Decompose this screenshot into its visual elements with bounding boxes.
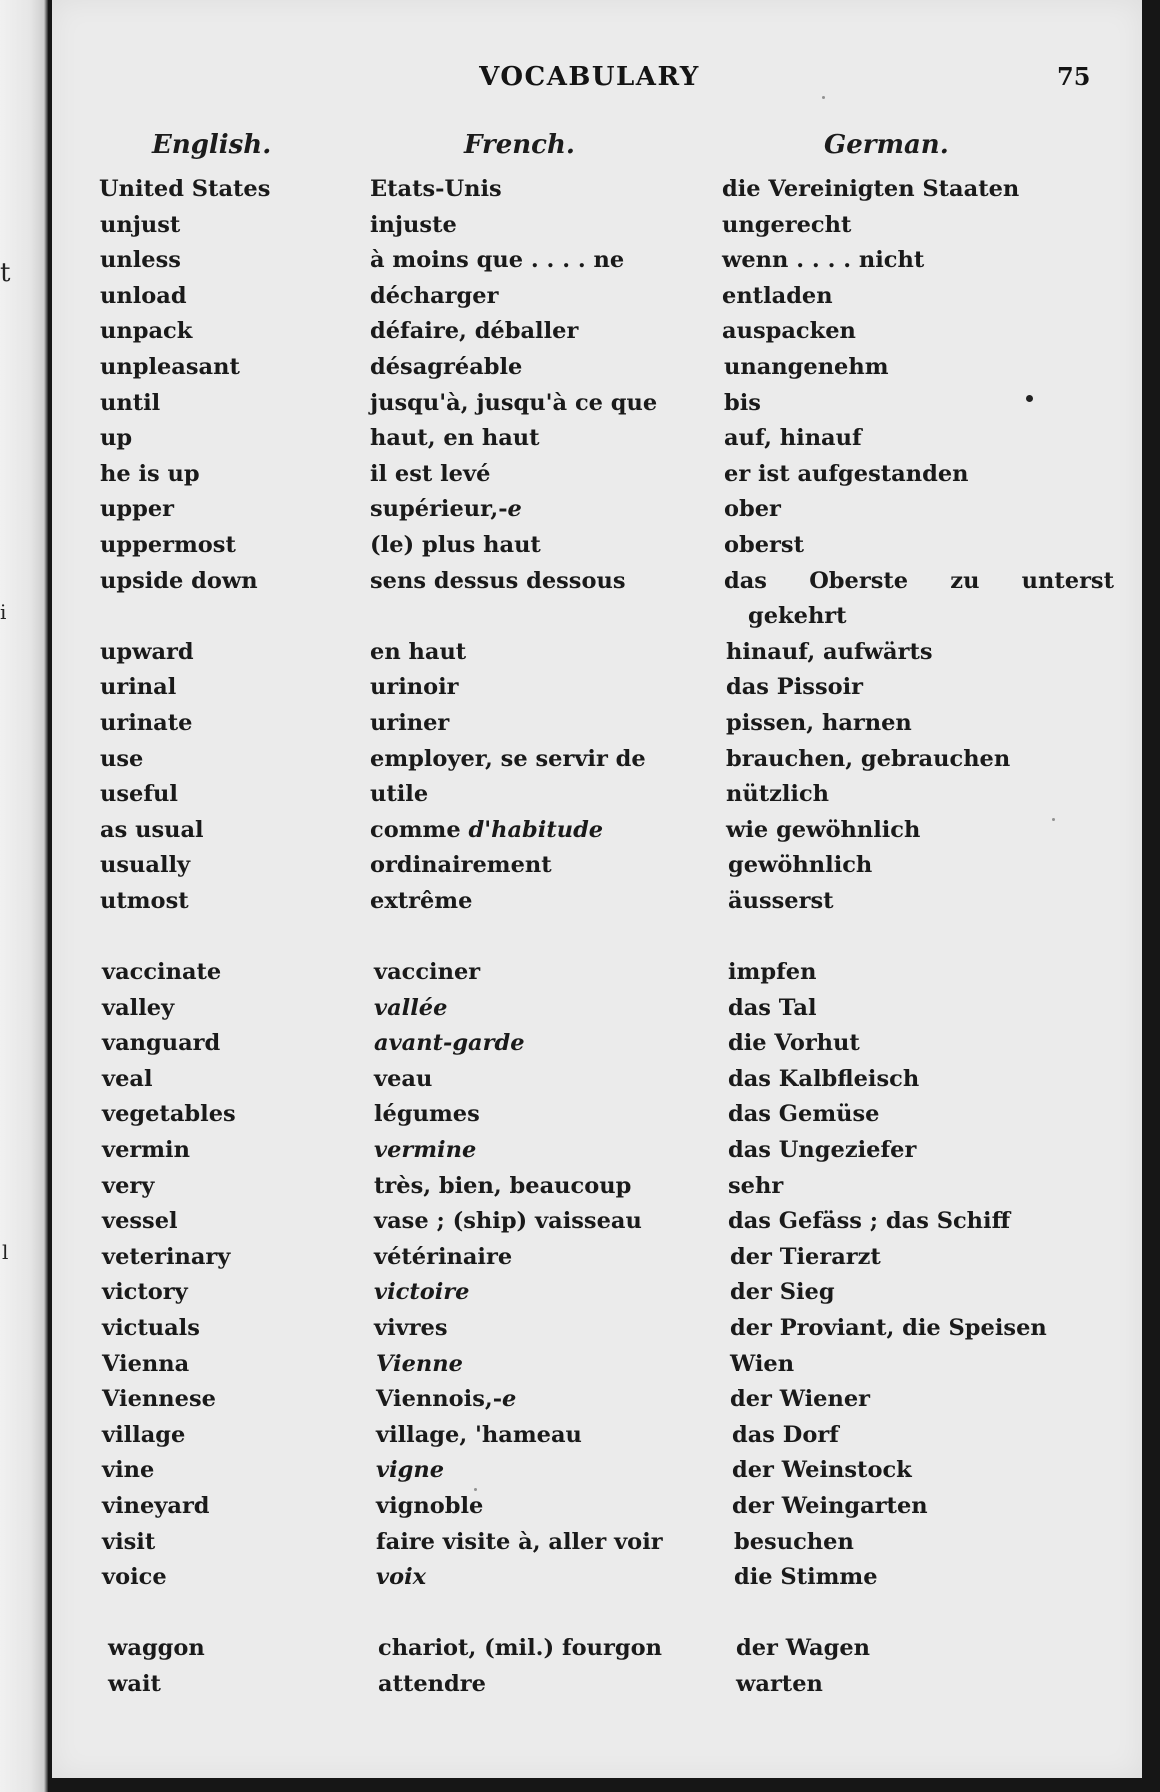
vocabulary-entry [52,1133,1142,1169]
german-term: der Weingarten [732,1492,928,1519]
german-term: sehr [728,1172,784,1199]
french-term: voix [376,1564,427,1591]
french-term: vétérinaire [374,1243,513,1270]
vocabulary-entry [52,1453,1142,1489]
french-term: vacciner [374,959,481,986]
vocabulary-entry [52,1097,1142,1133]
french-term: vase ; (ship) vaisseau [374,1208,642,1235]
vocabulary-entry [52,492,1142,528]
german-term: die Vereinigten Staaten [722,176,1020,202]
french-term: faire visite à, aller voir [376,1528,663,1555]
running-head [52,58,1142,98]
french-term: chariot, (mil.) fourgon [378,1635,662,1662]
feminine-ending: e [507,496,522,523]
vocabulary-entry [52,670,1142,706]
english-term: he is up [100,460,200,487]
vocabulary-entry [52,742,1142,778]
french-term: urinoir [370,674,459,701]
french-term: injuste [370,211,457,238]
english-term: vessel [102,1208,178,1235]
french-term: très, bien, beaucoup [374,1172,632,1199]
english-term: victory [102,1279,188,1306]
vocabulary-entry [52,1240,1142,1276]
french-term-main: Viennois,- [376,1386,503,1413]
english-term: vineyard [102,1492,210,1519]
vocabulary-entry [52,1347,1142,1383]
german-term: wenn . . . . nicht [722,247,925,274]
english-term: valley [102,994,175,1021]
vocabulary-entry [52,350,1142,386]
french-term [376,1382,706,1418]
german-term: der Weinstock [732,1457,912,1484]
english-term: as usual [100,816,204,843]
german-term-line1: das Oberste zu unterst [724,567,1114,594]
vocabulary-entry [52,1667,1142,1703]
english-term: voice [102,1564,167,1591]
vocabulary-entry [52,884,1142,920]
english-term: vegetables [102,1101,236,1128]
vocabulary-entry [52,421,1142,457]
french-term: village, 'hameau [376,1421,582,1448]
vocabulary-entry [52,564,1142,635]
french-term: vivres [374,1315,448,1341]
french-term: à moins que . . . . ne [370,247,625,274]
french-term: vermine [374,1137,477,1164]
french-term: défaire, déballer [370,318,579,345]
german-term: das Gemüse [728,1101,880,1128]
english-term: waggon [108,1635,205,1662]
vocabulary-entry [52,243,1142,279]
vocabulary-entry [52,172,1142,208]
english-term: use [100,745,144,772]
english-term: utmost [100,887,189,914]
german-term: hinauf, aufwärts [726,638,933,665]
french-term: vallée [374,994,448,1021]
english-term: United States [99,176,271,202]
german-term: pissen, harnen [726,709,912,736]
french-term [370,492,700,528]
french-term: employer, se servir de [370,745,646,772]
ink-speck [1052,818,1055,821]
german-term: das Tal [728,994,817,1021]
french-term [370,813,700,849]
german-term: nützlich [726,781,830,808]
french-term-italic: d'habitude [468,816,604,843]
german-term: besuchen [734,1528,854,1555]
vocabulary-entry [52,386,1142,422]
german-term: auspacken [722,318,856,345]
vocabulary-entry [52,1525,1142,1561]
vocabulary-entry [52,1204,1142,1240]
english-term: upper [100,496,174,523]
vocabulary-entry [52,1489,1142,1525]
french-term: avant-garde [374,1030,525,1057]
german-term: brauchen, gebrauchen [726,745,1011,772]
english-term: Viennese [102,1386,216,1413]
german-term: Wien [730,1350,795,1377]
english-term: vanguard [102,1030,221,1057]
english-term: wait [108,1670,161,1697]
german-term: unangenehm [724,353,889,380]
english-term: veterinary [102,1243,231,1270]
english-term: very [102,1172,155,1199]
english-term: village [102,1421,186,1448]
vocabulary-entry [52,635,1142,671]
vocabulary-entry [52,208,1142,244]
english-term: useful [100,781,178,808]
french-term: Vienne [376,1350,463,1377]
vocabulary-entry [52,1169,1142,1205]
vocabulary-entry [52,955,1142,991]
french-term-main: comme [370,816,469,843]
french-term: décharger [370,282,499,309]
german-term-line2: gekehrt [748,603,847,630]
german-term: die Vorhut [728,1030,860,1057]
vocabulary-entry [52,991,1142,1027]
german-term: warten [736,1670,823,1697]
vocabulary-entry [52,1560,1142,1596]
vocabulary-entry [52,314,1142,350]
german-term: gewöhnlich [728,852,873,879]
english-term: visit [102,1528,156,1555]
english-term: usually [100,852,191,879]
french-term: uriner [370,709,450,736]
page-title: VOCABULARY [479,62,700,92]
vocabulary-entry [52,528,1142,564]
german-term: äusserst [728,887,834,914]
english-term: until [100,389,161,416]
english-term: unjust [100,211,181,238]
vocabulary-entry [52,813,1142,849]
french-term: désagréable [370,353,523,380]
english-term: up [100,425,133,452]
ink-speck [474,1488,477,1491]
german-term: der Proviant, die Speisen [730,1315,1047,1341]
french-term: Etats-Unis [370,176,502,202]
english-term: urinate [100,709,193,736]
english-term: upward [100,638,194,665]
vocabulary-entry [52,1311,1142,1347]
english-term: vine [102,1457,155,1484]
english-term: unless [100,247,181,274]
vocabulary-entry [52,706,1142,742]
french-term: haut, en haut [370,425,540,452]
edge-fragment: l [2,1240,9,1264]
german-term: ungerecht [722,211,852,238]
vocabulary-entry [52,1631,1142,1667]
german-term: entladen [722,282,833,309]
german-term: oberst [724,531,804,558]
french-term: (le) plus haut [370,531,541,558]
german-term: impfen [728,959,817,986]
edge-fragment: t [0,258,11,288]
german-term: der Sieg [730,1279,835,1306]
german-term [724,564,1114,635]
german-term: das Dorf [732,1421,839,1448]
vocabulary-entry [52,279,1142,315]
vocabulary-entry [52,1418,1142,1454]
ink-dot [1026,395,1033,402]
german-term: er ist aufgestanden [724,460,969,487]
english-term: vaccinate [102,959,222,986]
french-term: en haut [370,638,467,665]
french-column-heading: French. [464,130,575,160]
german-term: die Stimme [734,1564,878,1591]
english-term: unpack [100,318,193,345]
english-term: urinal [100,674,177,701]
german-term: ober [724,496,781,523]
edge-fragment: i [0,600,7,624]
german-term: der Tierarzt [730,1243,881,1270]
vocabulary-entry [52,1026,1142,1062]
french-term: vigne [376,1457,445,1484]
german-term: bis [724,389,761,416]
german-term: der Wiener [730,1386,870,1413]
english-term: unpleasant [100,353,240,380]
french-term: extrême [370,887,473,914]
french-term: ordinairement [370,852,552,879]
english-term: uppermost [100,531,236,558]
english-column-heading: English. [152,130,272,160]
english-term: victuals [102,1315,200,1341]
german-term: auf, hinauf [724,425,862,452]
french-term: victoire [374,1279,470,1306]
french-term: sens dessus dessous [370,567,626,594]
vocabulary-entry [52,848,1142,884]
vocabulary-entry [52,457,1142,493]
vocabulary-entry [52,1275,1142,1311]
french-term: veau [374,1065,433,1092]
english-term: vermin [102,1137,190,1164]
ink-speck [822,96,825,99]
german-term: der Wagen [736,1635,871,1662]
german-term: wie gewöhnlich [726,816,921,843]
vocabulary-entry [52,777,1142,813]
french-term-main: supérieur,- [370,496,508,523]
french-term: vignoble [376,1492,484,1519]
french-term: attendre [378,1670,486,1697]
previous-page-edge [0,0,48,1792]
english-term: Vienna [102,1350,190,1377]
french-term: jusqu'à, jusqu'à ce que [370,389,658,416]
vocabulary-list [52,172,1142,1703]
german-column-heading: German. [824,130,949,160]
book-page [52,0,1142,1778]
column-headings [52,130,1142,166]
german-term: das Kalbfleisch [728,1065,920,1092]
english-term: unload [100,282,187,309]
vocabulary-entry [52,1062,1142,1098]
german-term: das Ungeziefer [728,1137,917,1164]
german-term: das Gefäss ; das Schiff [728,1208,1011,1235]
feminine-ending: e [502,1386,517,1413]
vocabulary-entry [52,1382,1142,1418]
page-number: 75 [1057,62,1091,91]
french-term: légumes [374,1101,480,1128]
english-term: veal [102,1065,153,1092]
french-term: utile [370,781,429,808]
german-term: das Pissoir [726,674,864,701]
english-term: upside down [100,567,258,594]
french-term: il est levé [370,460,491,487]
